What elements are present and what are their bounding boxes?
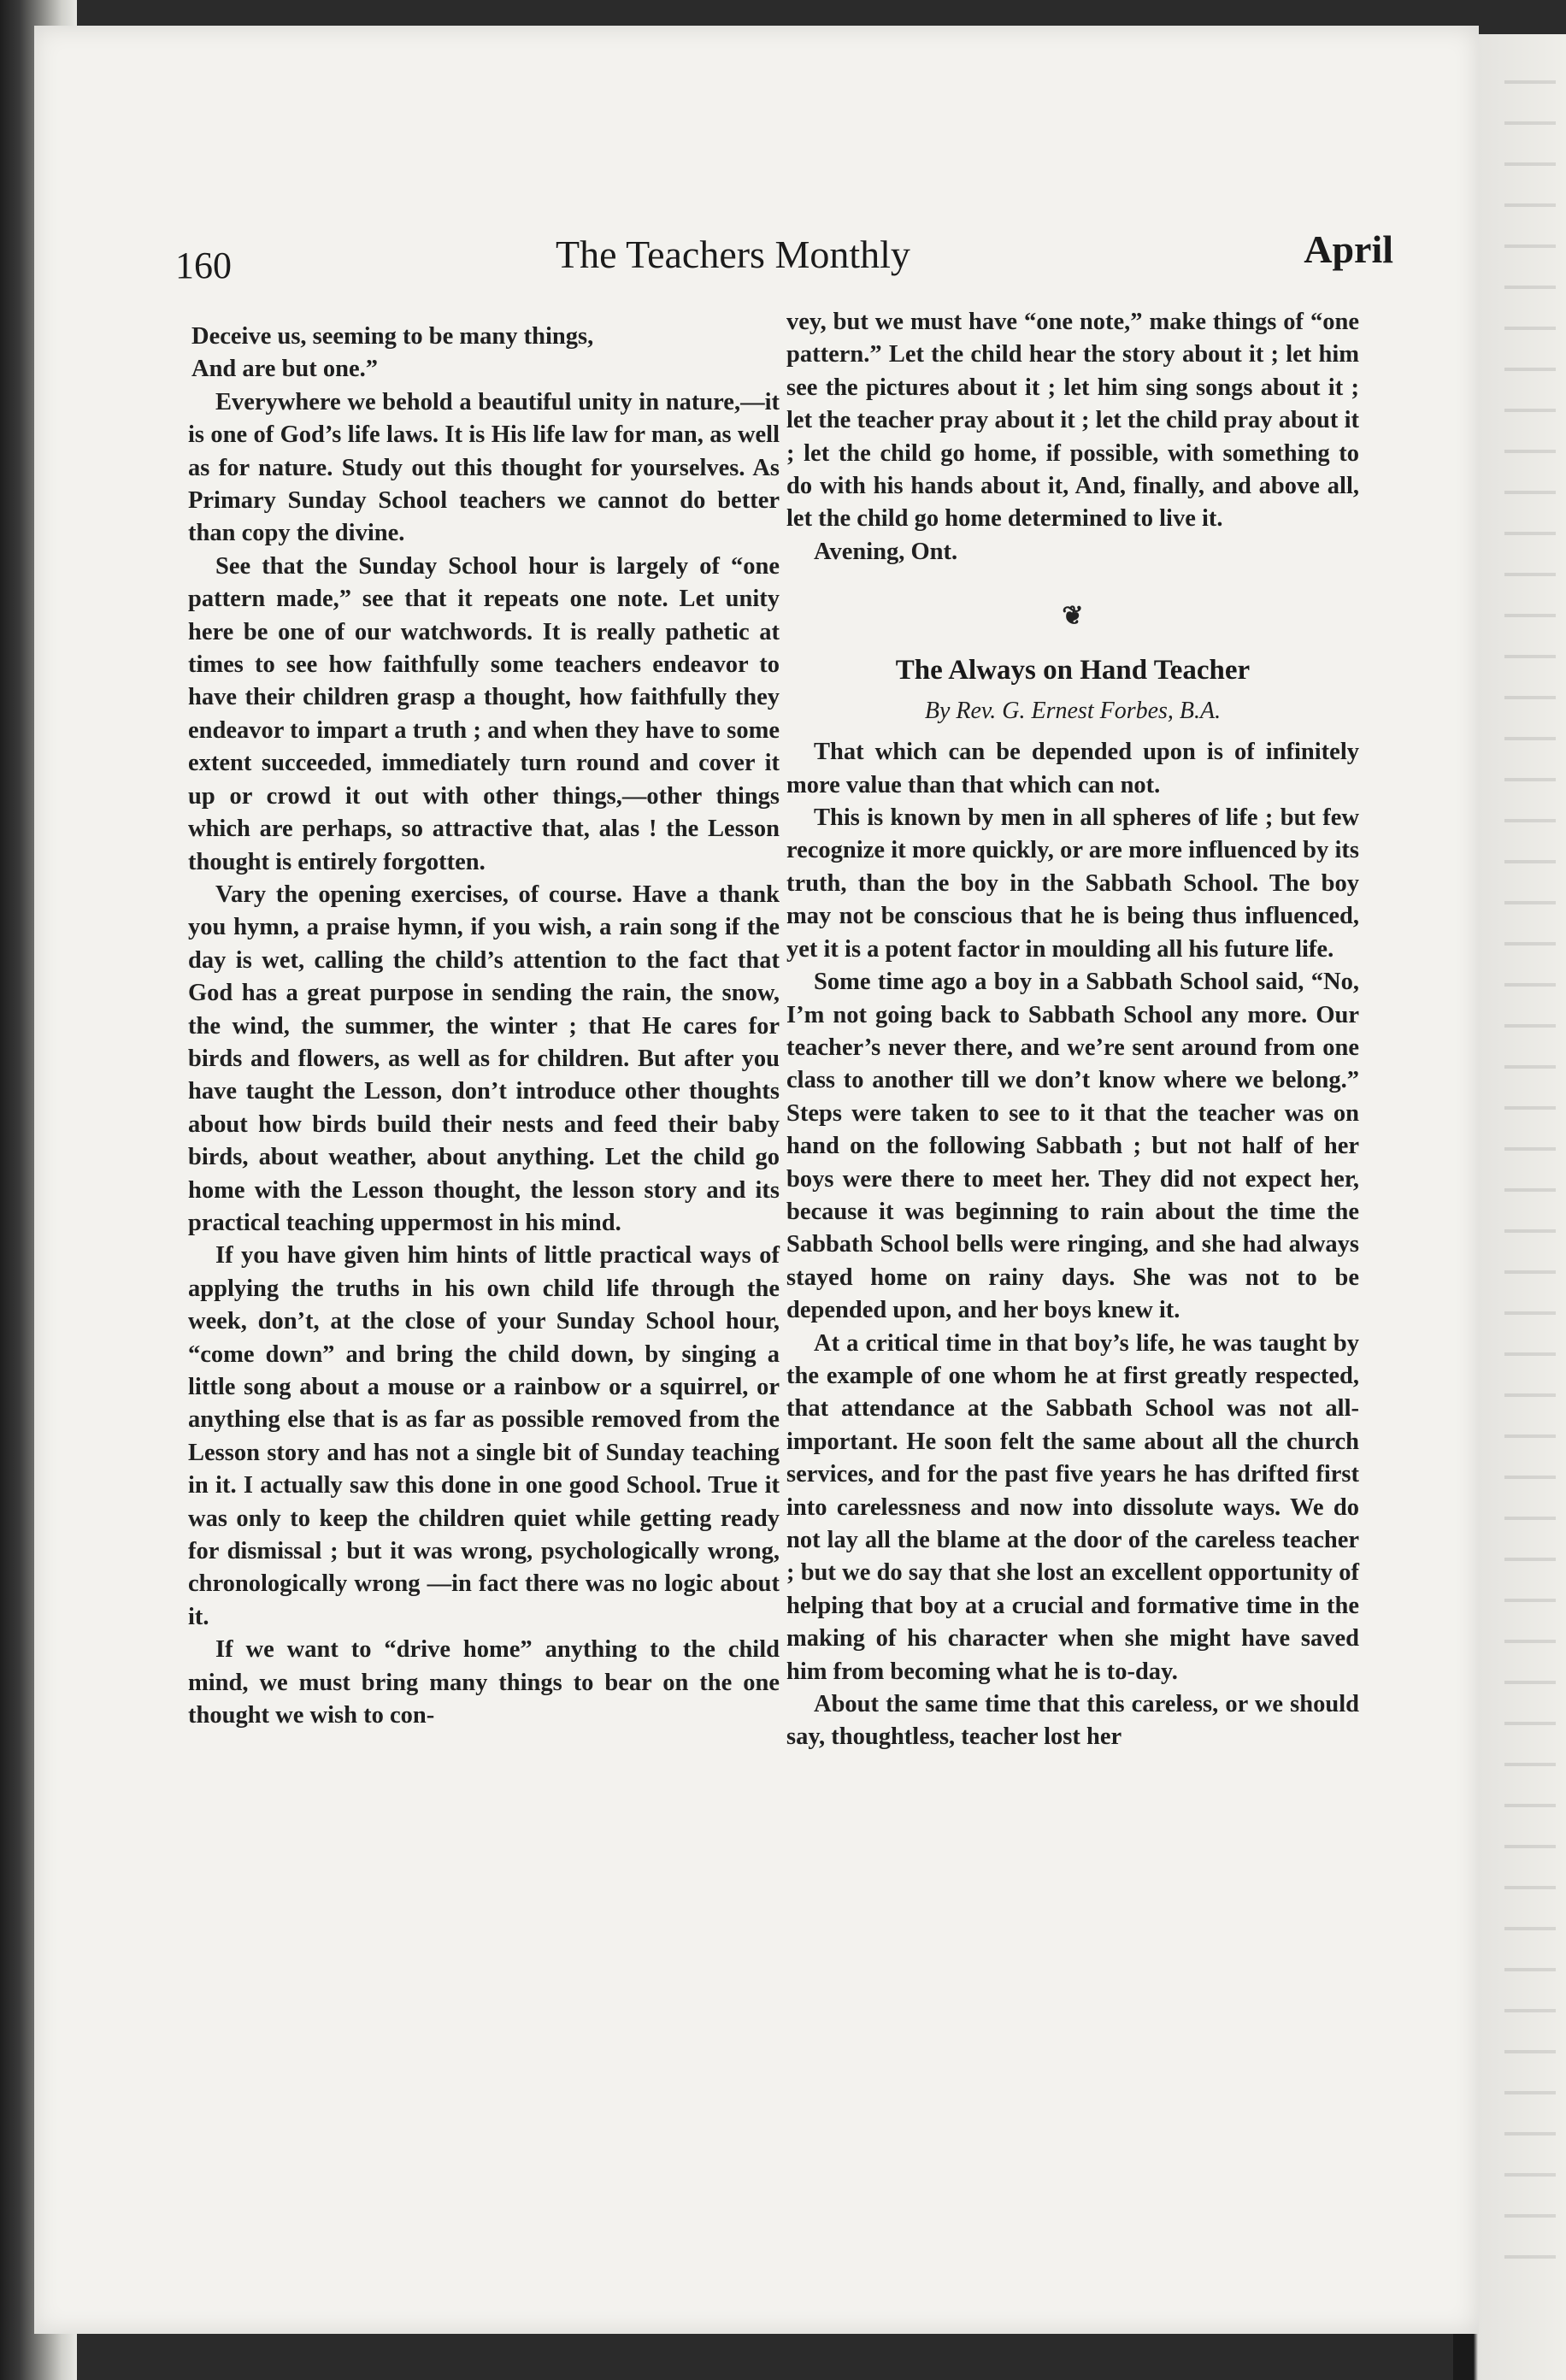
paragraph: Vary the opening exercises, of course. Have a thank you hymn, a praise hymn, if you wish, a rain song if the day is wet, calling the child’s attention to the fact that God has a great purpose in sending the rain, the snow, the wind, the summer, the winter ; that He cares for birds and flowers, as well as for children. But after you have taught the Lesson, don’t introduce other thoughts about how birds build their nests and feed their baby birds, about weather, about anything. Let the child go home with the Lesson thought, the lesson story and its practical teaching uppermost in his mind.: [188, 881, 780, 1236]
paragraph: That which can be depended upon is of infinitely more value than that which can not.: [786, 739, 1359, 798]
paragraph: This is known by men in all spheres of life ; but few recognize it more quickly, or are more influenced by its truth, than the boy in the Sabbath School. The boy may not be conscious that he is being thus influenced, yet it is a potent factor in moulding all his future life.: [786, 804, 1359, 963]
verse-line: And are but one.”: [191, 356, 379, 383]
continued-paragraph: vey, but we must have “one note,” make things of “one pattern.” Let the child hear the story about it ; let him see the pictures about it ; let him sing songs about it ; let the teacher pray about it ; let the child pray about it ; let the child go home, if possible, with something to do with his hands about it, And, finally, and above all, let the child go home determined to live it.: [786, 309, 1359, 533]
paragraph: At a critical time in that boy’s life, he was taught by the example of one whom he at first greatly respected, that attendance at the Sabbath School was not all-important. He soon felt the same about all the church services, and for the past five years he has drifted first into carelessness and now into dissolute ways. We do not lay all the blame at the door of the careless teacher ; but we do say that she lost an excellent opportunity of helping that boy at a crucial and formative time in the making of his character when she might have saved him from becoming what he is to-day.: [786, 1329, 1359, 1685]
page-number: 160: [175, 244, 232, 286]
article-title: The Always on Hand Teacher: [895, 655, 1251, 686]
paragraph: About the same time that this careless, or we should say, thoughtless, teacher lost her: [786, 1691, 1359, 1751]
place-signature: Avening, Ont.: [814, 538, 958, 565]
article-byline: By Rev. G. Ernest Forbes, B.A.: [924, 698, 1222, 725]
verse-line: Deceive us, seeming to be many things,: [191, 323, 594, 350]
section-ornament-icon: ❦: [1062, 602, 1084, 631]
left-column: [188, 321, 780, 1732]
running-head: [175, 227, 1393, 286]
issue-month: April: [1304, 227, 1393, 271]
paragraph: If we want to “drive home” anything to the child mind, we must bring many things to bear on the one thought we wish to con-: [188, 1636, 780, 1729]
paragraph: Everywhere we behold a beautiful unity in nature,—it is one of God’s life laws. It is His life law for man, as well as for nature. Study out this thought for yourselves. As Primary Sunday School teachers we cannot do better than copy the divine.: [188, 388, 780, 547]
paragraph: Some time ago a boy in a Sabbath School said, “No, I’m not going back to Sabbath School any more. Our teacher’s never there, and we’re sent around from one class to another till we don’t know where we belong.” Steps were taken to see to it that the teacher was on hand on the following Sabbath ; but not half of her boys were there to meet her. They did not expect her, because it was beginning to rain about the time the Sabbath School bells were ringing, and she had always stayed home on rainy days. She was not to be depended upon, and her boys knew it.: [786, 969, 1359, 1324]
right-column: [786, 306, 1359, 1754]
adjacent-page-text-ghost: [1504, 51, 1556, 2274]
journal-title: The Teachers Monthly: [556, 233, 910, 276]
paragraph: See that the Sunday School hour is largely of “one pattern made,” see that it repeats one note. Let unity here be one of our watchwords. It is really pathetic at times to see how faithfully some teachers endeavor to have their children grasp a thought, how faithfully they endeavor to impart a truth ; and when they have to some extent succeeded, immediately turn round and cover it up or crowd it out with other things,—other things which are perhaps, so attractive that, alas ! the Lesson thought is entirely forgotten.: [188, 552, 780, 875]
paragraph: If you have given him hints of little practical ways of applying the truths in his own child life through the week, don’t, at the close of your Sunday School hour, “come down” and bring the child down, by singing a little song about a mouse or a rainbow or a squirrel, or anything else that is as far as possible removed from the Lesson story and has not a single bit of Sunday teaching in it. I actually saw this done in one good School. True it was only to keep the children quiet while getting ready for dismissal ; but it was wrong, psychologically wrong, chronologically wrong —in fact there was no logic about it.: [188, 1242, 780, 1630]
